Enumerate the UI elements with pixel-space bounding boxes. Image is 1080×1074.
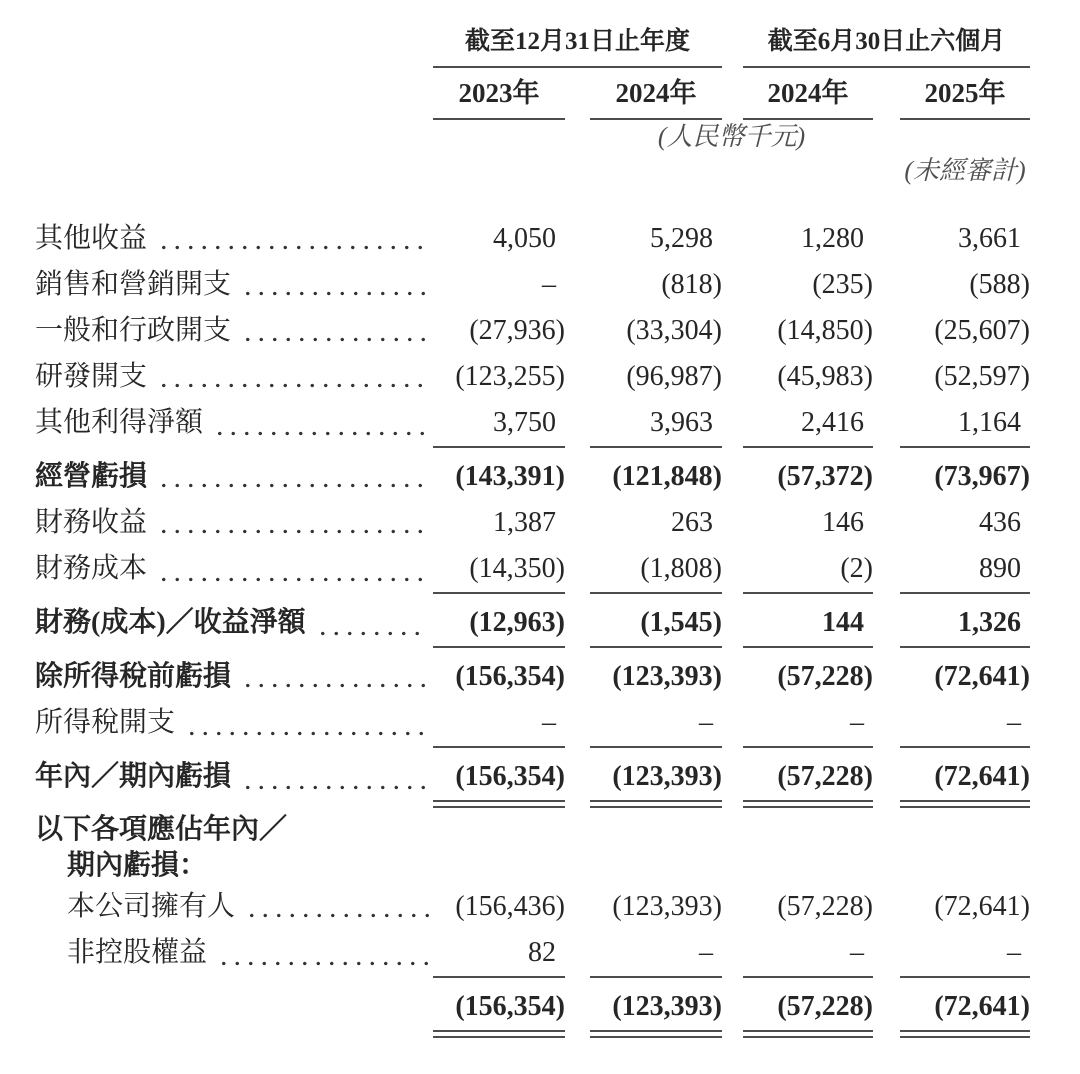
- table-row: [35, 700, 1030, 748]
- row-label: 經營虧損: [35, 461, 148, 492]
- currency-note-row: [35, 120, 1030, 154]
- row-label-cell: [35, 600, 433, 648]
- amount-cell: 436: [979, 507, 1021, 538]
- amount-cell: –: [900, 930, 1030, 978]
- column-header-2025-interim: 2025年: [900, 76, 1030, 120]
- row-label-cell: [35, 262, 433, 308]
- dot-leader: [316, 631, 429, 636]
- table-row: [35, 454, 1030, 500]
- column-group-header-row: [35, 26, 1030, 68]
- amount-cell: –: [590, 700, 722, 748]
- amount-cell: (156,354): [455, 661, 565, 692]
- amount-cell: (123,255): [455, 361, 565, 392]
- dot-leader: [157, 577, 429, 582]
- dot-leader: [241, 683, 429, 688]
- amount-cell: (96,987): [626, 361, 722, 392]
- table-row: [35, 884, 1030, 930]
- row-label-cell: [35, 984, 433, 1032]
- amount-cell: (1,545): [590, 600, 722, 648]
- amount-cell: (57,228): [777, 661, 873, 692]
- header-spacer: [35, 26, 433, 68]
- column-group-annual: [433, 26, 722, 68]
- column-header-2024: 2024年: [590, 76, 722, 120]
- row-label: 一般和行政開支: [35, 315, 232, 346]
- table-row: [35, 400, 1030, 448]
- table-row: [35, 754, 1030, 802]
- amount-cell: (14,350): [433, 546, 565, 594]
- amount-cell: (72,641): [900, 754, 1030, 802]
- table-row: [35, 930, 1030, 978]
- amount-cell: (72,641): [900, 984, 1030, 1032]
- dot-leader: [213, 431, 429, 436]
- row-label: 其他利得淨額: [35, 407, 204, 438]
- table-row: [35, 308, 1030, 354]
- dot-leader: [217, 961, 429, 966]
- column-header-2024-interim: 2024年: [743, 76, 873, 120]
- amount-cell: 890: [900, 546, 1030, 594]
- dot-leader: [157, 483, 429, 488]
- dot-leader: [241, 291, 429, 296]
- column-group-annual-label: 截至12月31日止年度: [464, 28, 690, 55]
- row-label-cell: [35, 654, 433, 700]
- dot-leader: [241, 337, 429, 342]
- amount-cell: 263: [671, 507, 713, 538]
- row-label: 非控股權益: [67, 937, 208, 968]
- section-heading-line: 以下各項應佔年內／: [35, 814, 288, 845]
- amount-cell: (156,354): [433, 984, 565, 1032]
- amount-cell: 1,387: [493, 507, 556, 538]
- dot-leader: [157, 245, 429, 250]
- amount-cell: (45,983): [777, 361, 873, 392]
- column-header-2023: 2023年: [433, 76, 565, 120]
- dot-leader: [157, 383, 429, 388]
- table-row: [35, 500, 1030, 546]
- amount-cell: 2,416: [743, 400, 873, 448]
- row-label: 本公司擁有人: [67, 891, 236, 922]
- row-label-cell: [35, 884, 433, 930]
- unaudited-note: (未經審計): [904, 156, 1026, 185]
- amount-cell: 3,661: [958, 223, 1021, 254]
- amount-cell: 1,326: [900, 600, 1030, 648]
- row-label-cell: [35, 812, 433, 884]
- amount-cell: 146: [822, 507, 864, 538]
- table-row: [35, 654, 1030, 700]
- amount-cell: (123,393): [612, 661, 722, 692]
- row-label-cell: [35, 354, 433, 400]
- amount-cell: (73,967): [934, 461, 1030, 492]
- amount-cell: –: [743, 700, 873, 748]
- dot-leader: [157, 529, 429, 534]
- amount-cell: 82: [433, 930, 565, 978]
- currency-note: (人民幣千元): [657, 122, 806, 151]
- row-label-cell: [35, 308, 433, 354]
- amount-cell: (156,354): [433, 754, 565, 802]
- row-label: 研發開支: [35, 361, 148, 392]
- amount-cell: –: [433, 700, 565, 748]
- amount-cell: (123,393): [590, 984, 722, 1032]
- row-label: 財務(成本)／收益淨額: [35, 607, 306, 638]
- header-spacer: [35, 120, 433, 154]
- amount-cell: (72,641): [934, 891, 1030, 922]
- amount-cell: (57,228): [743, 754, 873, 802]
- amount-cell: (57,228): [743, 984, 873, 1032]
- dot-leader: [185, 731, 429, 736]
- row-label-cell: [35, 400, 433, 448]
- header-spacer: [35, 76, 433, 120]
- amount-cell: 5,298: [650, 223, 713, 254]
- amount-cell: –: [542, 269, 556, 300]
- amount-cell: (1,808): [590, 546, 722, 594]
- row-label: 除所得稅前虧損: [35, 661, 232, 692]
- table-row: [35, 262, 1030, 308]
- amount-cell: (33,304): [626, 315, 722, 346]
- amount-cell: 3,750: [433, 400, 565, 448]
- statement-rows: [35, 216, 1030, 1032]
- row-label-cell: [35, 930, 433, 978]
- amount-cell: (57,372): [777, 461, 873, 492]
- row-label: 財務收益: [35, 507, 148, 538]
- amount-cell: (235): [812, 269, 873, 300]
- row-label-cell: [35, 754, 433, 802]
- amount-cell: (588): [969, 269, 1030, 300]
- row-label-cell: [35, 500, 433, 546]
- section-heading-line: 期內虧損：: [67, 850, 208, 881]
- row-label-cell: [35, 454, 433, 500]
- amount-cell: (123,393): [612, 891, 722, 922]
- amount-cell: 144: [743, 600, 873, 648]
- column-group-interim: [743, 26, 1030, 68]
- table-row: [35, 600, 1030, 648]
- amount-cell: (143,391): [455, 461, 565, 492]
- row-label: 財務成本: [35, 553, 148, 584]
- amount-cell: –: [590, 930, 722, 978]
- year-header-row: [35, 76, 1030, 120]
- dot-leader: [241, 785, 429, 790]
- amount-cell: 4,050: [493, 223, 556, 254]
- amount-cell: (27,936): [469, 315, 565, 346]
- table-row: [35, 546, 1030, 594]
- amount-cell: (2): [743, 546, 873, 594]
- header-spacer: [35, 154, 433, 188]
- row-label-cell: [35, 216, 433, 262]
- amount-cell: 1,280: [801, 223, 864, 254]
- amount-cell: 1,164: [900, 400, 1030, 448]
- table-row: [35, 354, 1030, 400]
- row-label-cell: [35, 546, 433, 594]
- amount-cell: (14,850): [777, 315, 873, 346]
- amount-cell: (818): [661, 269, 722, 300]
- amount-cell: (123,393): [590, 754, 722, 802]
- dot-leader: [245, 913, 429, 918]
- row-label-cell: [35, 700, 433, 748]
- row-label: 其他收益: [35, 223, 148, 254]
- amount-cell: (52,597): [934, 361, 1030, 392]
- amount-cell: (12,963): [433, 600, 565, 648]
- amount-cell: (121,848): [612, 461, 722, 492]
- amount-cell: (72,641): [934, 661, 1030, 692]
- table-row: [35, 984, 1030, 1032]
- row-label: 年內／期內虧損: [35, 761, 232, 792]
- column-group-interim-label: 截至6月30日止六個月: [767, 28, 1006, 55]
- amount-cell: (25,607): [934, 315, 1030, 346]
- section-heading-row: [35, 812, 1030, 884]
- header-spacer: [433, 154, 900, 188]
- table-row: [35, 216, 1030, 262]
- amount-cell: –: [900, 700, 1030, 748]
- amount-cell: (156,436): [455, 891, 565, 922]
- amount-cell: –: [743, 930, 873, 978]
- row-label: 所得稅開支: [35, 707, 176, 738]
- unaudited-note-row: [35, 154, 1030, 188]
- row-label: 銷售和營銷開支: [35, 269, 232, 300]
- amount-cell: 3,963: [590, 400, 722, 448]
- amount-cell: (57,228): [777, 891, 873, 922]
